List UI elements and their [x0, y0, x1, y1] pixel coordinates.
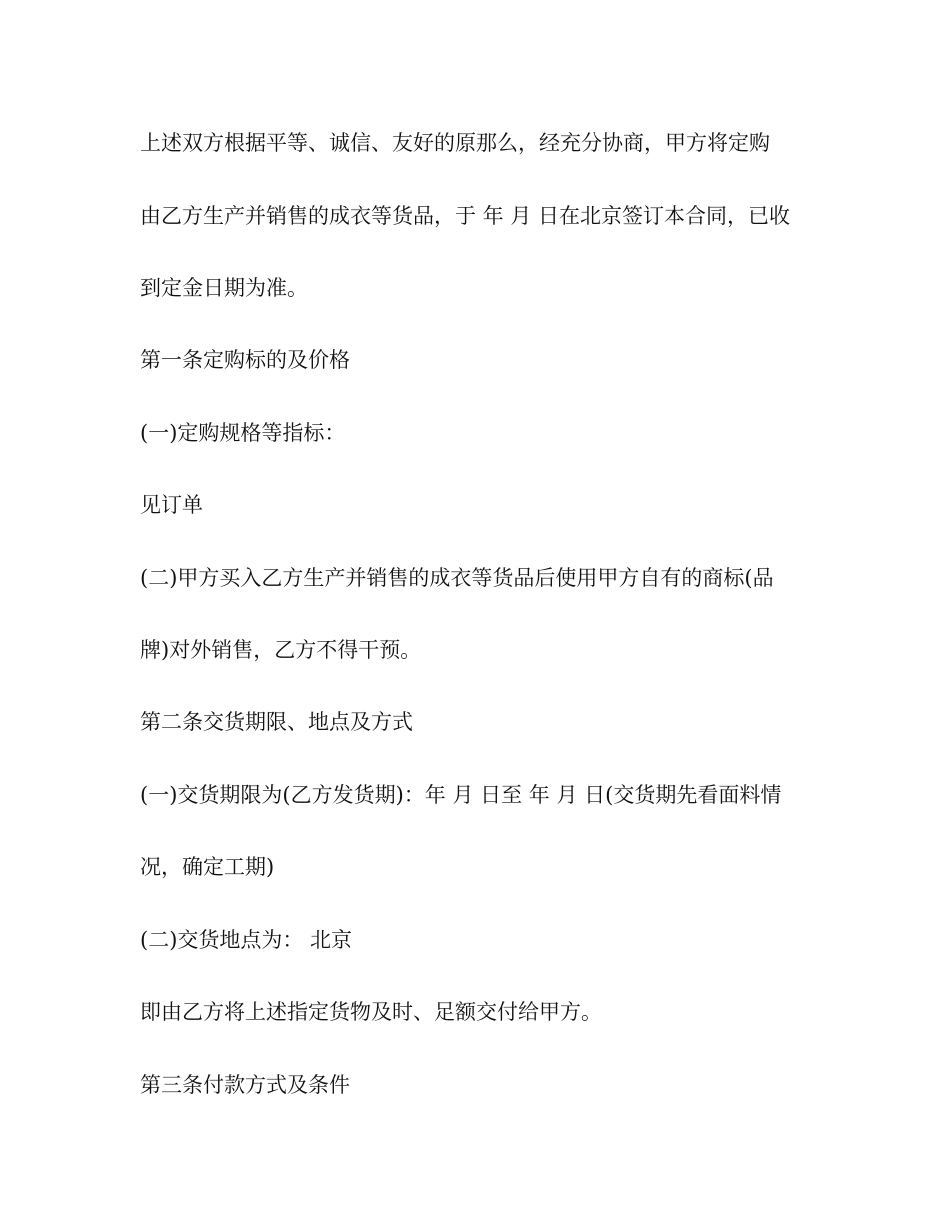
paragraph-line: (二)甲方买入乙方生产并销售的成衣等货品后使用甲方自有的商标(品 — [140, 566, 774, 590]
paragraph-line: 即由乙方将上述指定货物及时、足额交付给甲方。 — [140, 1000, 602, 1024]
paragraph-line: 由乙方生产并销售的成衣等货品，于 年 月 日在北京签订本合同，已收 — [140, 204, 791, 228]
paragraph-line: 牌)对外销售，乙方不得干预。 — [140, 638, 422, 662]
paragraph-line: (一)定购规格等指标： — [140, 421, 346, 445]
paragraph-line: (二)交货地点为： 北京 — [140, 928, 353, 952]
paragraph-line: 见订单 — [140, 493, 203, 517]
paragraph-line: 上述双方根据平等、诚信、友好的原那么，经充分协商，甲方将定购 — [140, 131, 770, 155]
paragraph-line: 到定金日期为准。 — [140, 276, 308, 300]
paragraph-line: (一)交货期限为(乙方发货期)：年 月 日至 年 月 日(交货期先看面料情 — [140, 783, 782, 807]
section-heading: 第一条定购标的及价格 — [140, 348, 350, 372]
section-heading: 第二条交货期限、地点及方式 — [140, 710, 413, 734]
section-heading: 第三条付款方式及条件 — [140, 1073, 350, 1097]
paragraph-line: 况，确定工期) — [140, 855, 275, 879]
